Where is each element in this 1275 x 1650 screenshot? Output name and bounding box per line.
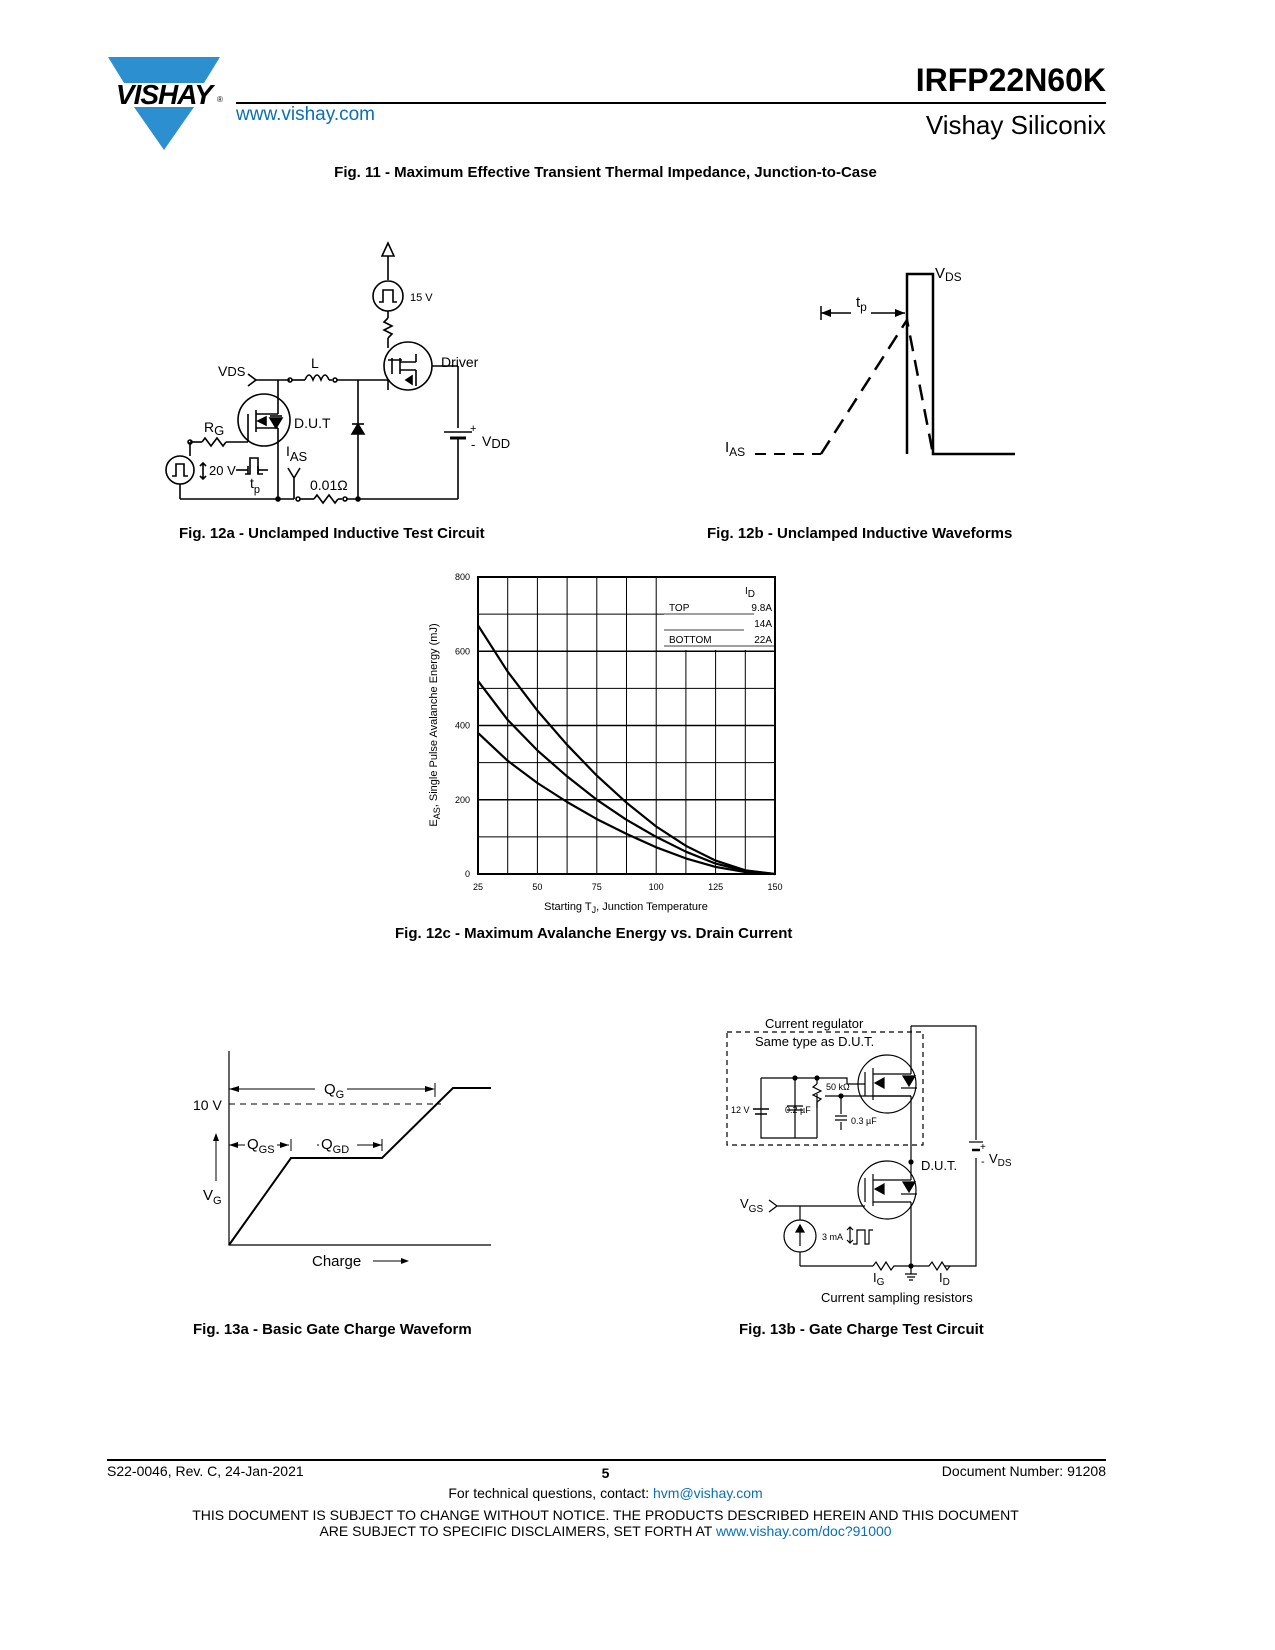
y-tick-label: 400 <box>454 720 470 731</box>
chart-x-axis-label: Starting $T_J$, Junction Temperature <box>544 901 708 915</box>
header-rule <box>236 102 1106 104</box>
x-tick-label: 25 <box>472 882 484 892</box>
label-50k: 50 kΩ <box>826 1082 850 1092</box>
current-arrow-icon <box>796 1225 804 1246</box>
label-vdd: VDD <box>482 433 511 451</box>
ias-probe <box>288 468 300 499</box>
pulse-source-15v <box>373 281 403 311</box>
label-minus: - <box>471 437 476 452</box>
x-tick-label: 75 <box>591 882 602 892</box>
inductor-l <box>305 375 329 380</box>
resistor-ig <box>873 1262 911 1270</box>
label-vg: $V_G$ <box>203 1187 222 1207</box>
label-ig: $I_G$ <box>873 1270 885 1288</box>
legend-bottom: BOTTOM <box>669 635 712 646</box>
vds-terminal <box>248 374 256 386</box>
footer-disclaimer-2 <box>0 1523 1211 1539</box>
label-qg: $Q_G$ <box>324 1081 345 1101</box>
footer-rule <box>107 1459 1106 1461</box>
legend-value-3: 22A <box>754 635 772 646</box>
vg-curve <box>229 1088 491 1245</box>
pulse-icon <box>379 290 397 302</box>
label-tp: $t_p$ <box>856 294 867 314</box>
freewheel-diode <box>352 424 364 434</box>
fig13b-circuit <box>725 1010 1010 1310</box>
y-tick-label: 600 <box>454 646 470 657</box>
label-ias: IAS <box>286 443 308 464</box>
label-regulator-1: Current regulator <box>765 1016 864 1031</box>
footer-disclaimer-1: THIS DOCUMENT IS SUBJECT TO CHANGE WITHOUT NOTICE. THE PRODUCTS DESCRIBED HEREIN AND THIS DOCUMENT <box>192 1507 1019 1523</box>
vishay-logo <box>104 55 224 151</box>
shunt-resistor <box>314 495 338 503</box>
footer-disclaimer-2-text: ARE SUBJECT TO SPECIFIC DISCLAIMERS, SET FORTH AT <box>319 1523 716 1539</box>
gate-resistor <box>384 318 392 338</box>
fig12a-circuit <box>160 238 530 510</box>
y-tick-label: 200 <box>454 794 470 805</box>
label-3ma: 3 mA <box>822 1232 844 1242</box>
gate-resistor-rg <box>202 438 226 446</box>
label-regulator-2: Same type as D.U.T. <box>755 1034 875 1049</box>
chart-y-axis-label: $E_{AS}$, Single Pulse Avalanche Energy (mJ) <box>428 623 442 827</box>
part-number: IRFP22N60K <box>915 62 1106 98</box>
pulse-icon <box>853 1230 873 1244</box>
supply-arrow-icon <box>382 243 394 256</box>
label-02uf: 0.2 µF <box>785 1105 811 1115</box>
label-vds: $V_{DS}$ <box>989 1151 1012 1169</box>
gate-pulse-source <box>166 456 194 484</box>
vgs-terminal <box>769 1200 777 1212</box>
logo-triangle-bottom <box>134 107 194 150</box>
label-ias: $I_{AS}$ <box>725 439 746 459</box>
label-dut: D.U.T <box>294 415 331 431</box>
fig13a-caption: Fig. 13a - Basic Gate Charge Waveform <box>193 1321 472 1338</box>
footer-doc-rev: S22-0046, Rev. C, 24-Jan-2021 <box>107 1463 304 1479</box>
fig12a-caption: Fig. 12a - Unclamped Inductive Test Circuit <box>179 525 485 542</box>
label-qgd: $Q_{GD}$ <box>321 1136 350 1156</box>
website-link[interactable]: www.vishay.com <box>236 104 376 125</box>
legend-top: TOP <box>669 603 690 614</box>
company-name: Vishay Siliconix <box>925 110 1106 140</box>
label-12v: 12 V <box>731 1105 750 1115</box>
label-shunt: 0.01Ω <box>310 477 348 493</box>
label-qgs: $Q_{GS}$ <box>247 1136 275 1156</box>
footer-contact-email[interactable]: hvm@vishay.com <box>653 1485 763 1501</box>
ias-current-ramp <box>821 320 933 454</box>
label-vgs: $V_{GS}$ <box>740 1196 764 1215</box>
label-charge: Charge <box>312 1253 362 1270</box>
resistor-id <box>911 1262 950 1270</box>
legend-value-2: 14A <box>754 619 772 630</box>
footer-contact <box>0 1485 1211 1501</box>
label-plus: + <box>470 423 477 435</box>
fig13b-caption: Fig. 13b - Gate Charge Test Circuit <box>739 1321 984 1338</box>
y-tick-label: 0 <box>464 869 470 879</box>
logo-registered: ® <box>217 95 223 104</box>
label-l: L <box>311 355 319 371</box>
legend-value-1: 9.8A <box>751 603 772 614</box>
footer-doc-number: Document Number: 91208 <box>941 1463 1106 1479</box>
x-tick-label: 50 <box>532 882 543 892</box>
label-driver: Driver <box>441 354 479 370</box>
footer-disclaimer-link[interactable]: www.vishay.com/doc?91000 <box>715 1523 892 1539</box>
x-tick-label: 125 <box>708 882 724 892</box>
vds-waveform <box>907 274 1015 454</box>
label-03uf: 0.3 µF <box>851 1116 877 1126</box>
label-10v: 10 V <box>193 1097 222 1113</box>
label-sampling: Current sampling resistors <box>821 1290 973 1305</box>
x-tick-label: 100 <box>648 882 664 892</box>
label-plus: + <box>980 1142 986 1153</box>
legend-header: ID <box>745 586 756 600</box>
fig12b-caption: Fig. 12b - Unclamped Inductive Waveforms <box>707 525 1013 542</box>
label-dut: D.U.T. <box>921 1158 958 1173</box>
logo-wordmark: VISHAY <box>115 79 213 110</box>
label-vds: VDS <box>218 363 246 379</box>
y-tick-label: 800 <box>454 572 470 582</box>
label-20v: 20 V <box>209 463 236 478</box>
label-minus: - <box>981 1156 985 1168</box>
footer-contact-prefix: For technical questions, contact: <box>448 1485 653 1501</box>
label-id: $I_D$ <box>939 1270 950 1288</box>
label-vds: $V_{DS}$ <box>935 265 962 284</box>
fig12b-waveforms <box>715 258 1025 468</box>
footer-page-number: 5 <box>601 1465 610 1481</box>
fig12c-caption: Fig. 12c - Maximum Avalanche Energy vs. Drain Current <box>395 925 793 942</box>
label-rg: RG <box>204 419 225 438</box>
x-tick-label: 150 <box>767 882 783 892</box>
fig11-caption: Fig. 11 - Maximum Effective Transient Thermal Impedance, Junction-to-Case <box>334 164 877 181</box>
fig13a-waveform <box>185 1045 500 1275</box>
label-15v: 15 V <box>410 292 433 304</box>
label-tp: $t_p$ <box>250 475 261 496</box>
gate-pulse-icon <box>172 464 188 476</box>
fig12c-chart <box>420 570 800 920</box>
